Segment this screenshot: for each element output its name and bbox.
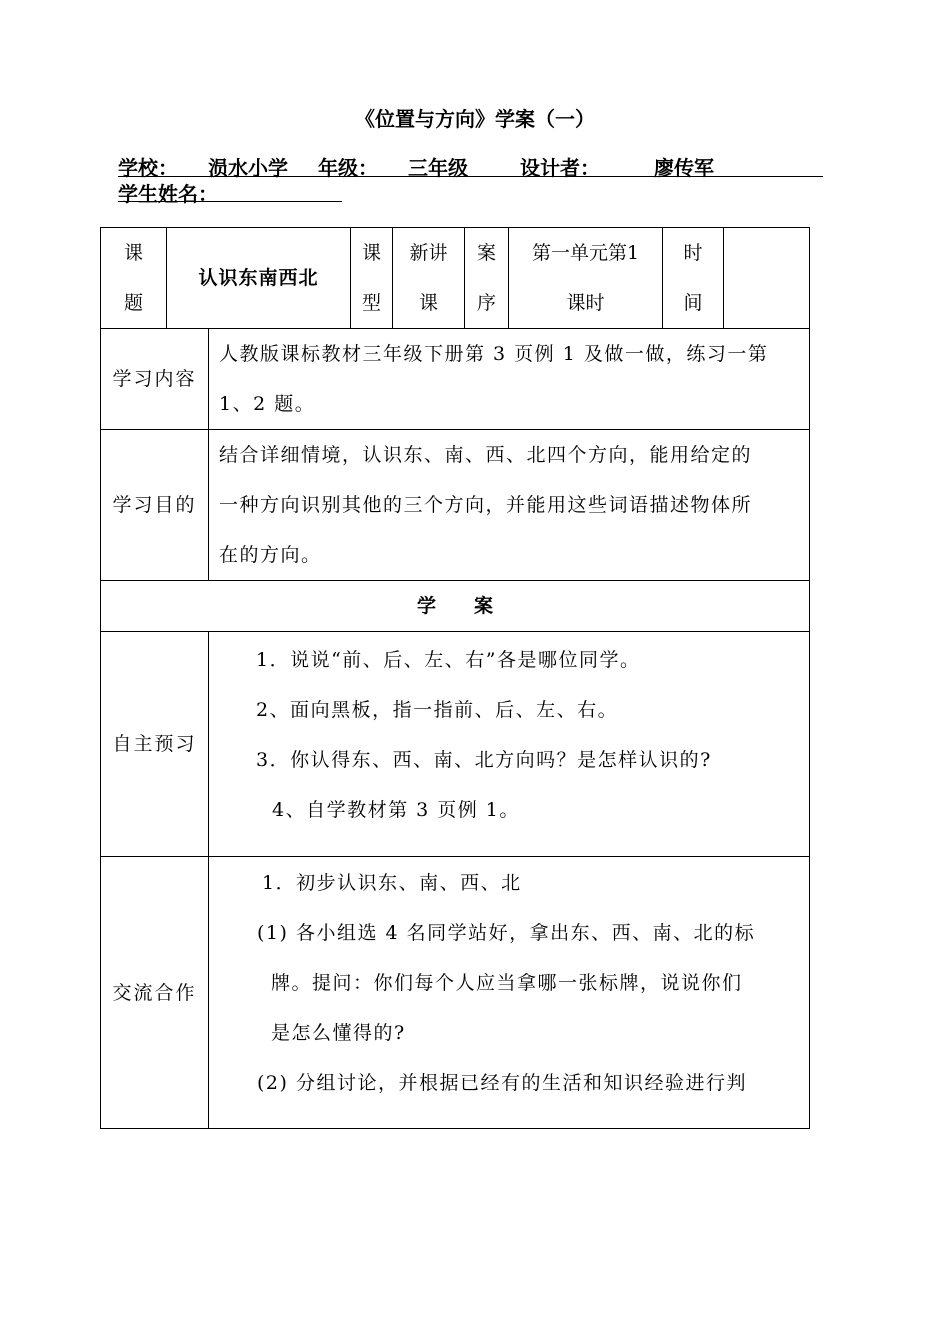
list-item: 4、自学教材第 3 页例 1。 [272, 799, 520, 821]
student-name-blank [118, 201, 342, 202]
cooperate-label: 交流合作 [101, 857, 209, 1129]
grade-label: 年级： [318, 156, 378, 180]
content-label: 学习内容 [101, 329, 209, 430]
type-label: 课 型 [351, 228, 393, 329]
section-row [101, 581, 810, 632]
designer-name: 廖传军 [654, 156, 714, 180]
sequence-label: 案 序 [465, 228, 509, 329]
student-name-label: 学生姓名： [118, 182, 218, 206]
section-title: 学 案 [101, 581, 810, 632]
type-value: 新讲 课 [393, 228, 465, 329]
document-title: 《位置与方向》学案（一） [355, 107, 595, 131]
content-text: 人教版课标教材三年级下册第 3 页例 1 及做一做，练习一第 1、2 题。 [209, 329, 810, 430]
time-value [724, 228, 810, 329]
list-item: 2、面向黑板，指一指前、后、左、右。 [256, 699, 619, 721]
goal-text: 结合详细情境，认识东、南、西、北四个方向，能用给定的 一种方向识别其他的三个方向，并能用这些词语描述物体所 在的方向。 [209, 430, 810, 581]
time-label: 时 间 [663, 228, 724, 329]
cooperate-row [101, 857, 810, 1129]
preview-items [209, 632, 810, 857]
preview-row [101, 632, 810, 857]
list-item: 1．说说“前、后、左、右”各是哪位同学。 [256, 649, 641, 671]
sequence-value: 第一单元第1 课时 [509, 228, 663, 329]
topic-value: 认识东南西北 [167, 228, 351, 329]
goal-row [101, 430, 810, 581]
grade-value: 三年级 [408, 156, 468, 180]
cooperate-text: 1．初步认识东、南、西、北 (1) 各小组选 4 名同学站好，拿出东、西、南、北的标 牌。提问：你们每个人应当拿哪一张标牌，说说你们 是怎么懂得的? (2) 分组讨论，并根据已经有的生活和知识经验进行判 [209, 857, 810, 1129]
designer-label: 设计者： [520, 156, 600, 180]
header-underline [118, 176, 823, 177]
lesson-plan-table [100, 227, 810, 1129]
preview-label: 自主预习 [101, 632, 209, 857]
school-name: 涢水小学 [208, 156, 288, 180]
info-row [101, 228, 810, 329]
content-row [101, 329, 810, 430]
topic-label: 课 题 [101, 228, 167, 329]
list-item: 3．你认得东、西、南、北方向吗？是怎样认识的? [256, 749, 712, 771]
goal-label: 学习目的 [101, 430, 209, 581]
school-label: 学校： [118, 156, 178, 180]
